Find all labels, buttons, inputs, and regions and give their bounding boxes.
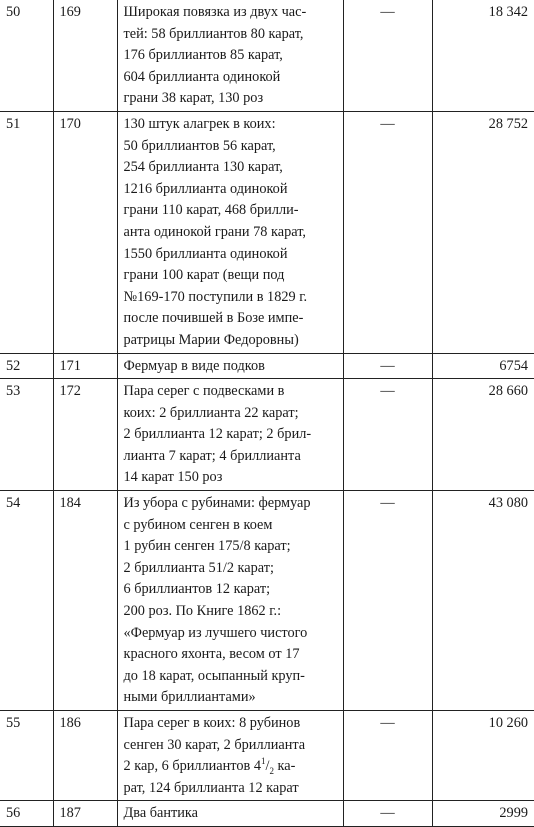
item-description: Пара серег с подвесками в коих: 2 бриллианта 22 карат; 2 бриллианта 12 карат; 2 брил- лианта 7 карат; 4 бриллианта 14 карат 150 роз bbox=[117, 379, 343, 491]
item-price: 10 260 bbox=[432, 711, 534, 801]
table-row bbox=[0, 111, 534, 353]
inventory-number: 184 bbox=[53, 491, 117, 711]
fraction-numerator: 1 bbox=[261, 756, 266, 767]
item-description: Два бантика bbox=[117, 801, 343, 827]
row-number: 50 bbox=[0, 0, 53, 111]
inventory-number: 171 bbox=[53, 353, 117, 379]
item-description: Широкая повязка из двух час- тей: 58 бриллиантов 80 карат, 176 бриллиантов 85 карат, 604 бриллианта одинокой грани 38 карат, 130 роз bbox=[117, 0, 343, 111]
item-price: 43 080 bbox=[432, 491, 534, 711]
table-row bbox=[0, 379, 534, 491]
empty-mark: — bbox=[343, 379, 432, 491]
item-description: Фермуар в виде подков bbox=[117, 353, 343, 379]
empty-mark: — bbox=[343, 711, 432, 801]
empty-mark: — bbox=[343, 491, 432, 711]
row-number: 54 bbox=[0, 491, 53, 711]
empty-mark: — bbox=[343, 0, 432, 111]
row-number: 52 bbox=[0, 353, 53, 379]
empty-mark: — bbox=[343, 353, 432, 379]
fraction-denominator: 2 bbox=[269, 766, 274, 777]
fraction-slash: / bbox=[265, 758, 270, 775]
table-row bbox=[0, 491, 534, 711]
item-description: Из убора с рубинами: фермуар с рубином сенген в коем 1 рубин сенген 175/8 карат; 2 бриллианта 51/2 карат; 6 бриллиантов 12 карат; 200 роз. По Книге 1862 г.: «Фермуар из лучшего чистого красного яхонта, весом от 17 до 18 карат, осыпанный круп- ными бриллиантами» bbox=[117, 491, 343, 711]
table-row bbox=[0, 711, 534, 801]
inventory-number: 170 bbox=[53, 111, 117, 353]
row-number: 53 bbox=[0, 379, 53, 491]
table-row bbox=[0, 0, 534, 111]
item-price: 28 752 bbox=[432, 111, 534, 353]
table-row bbox=[0, 801, 534, 827]
item-price: 18 342 bbox=[432, 0, 534, 111]
item-description: 130 штук алагрек в коих: 50 бриллиантов 56 карат, 254 бриллианта 130 карат, 1216 бриллианта одинокой грани 110 карат, 468 брилли- анта одинокой грани 78 карат, 1550 бриллианта одинокой грани 100 карат (вещи под №169-170 поступили в 1829 г. после почившей в Бозе импе- ратрицы Марии Федоровны) bbox=[117, 111, 343, 353]
empty-mark: — bbox=[343, 801, 432, 827]
description-text-part: Пара серег в коих: 8 рубинов сенген 30 карат, 2 бриллианта 2 кар, 6 бриллиантов 4 bbox=[123, 715, 306, 775]
inventory-number: 169 bbox=[53, 0, 117, 111]
item-description bbox=[117, 711, 343, 801]
table-row bbox=[0, 353, 534, 379]
item-price: 28 660 bbox=[432, 379, 534, 491]
row-number: 56 bbox=[0, 801, 53, 827]
empty-mark: — bbox=[343, 111, 432, 353]
item-price: 2999 bbox=[432, 801, 534, 827]
row-number: 55 bbox=[0, 711, 53, 801]
description-text-part: ка- рат, 124 бриллианта 12 карат bbox=[123, 758, 299, 796]
inventory-number: 186 bbox=[53, 711, 117, 801]
inventory-number: 172 bbox=[53, 379, 117, 491]
inventory-number: 187 bbox=[53, 801, 117, 827]
row-number: 51 bbox=[0, 111, 53, 353]
item-price: 6754 bbox=[432, 353, 534, 379]
